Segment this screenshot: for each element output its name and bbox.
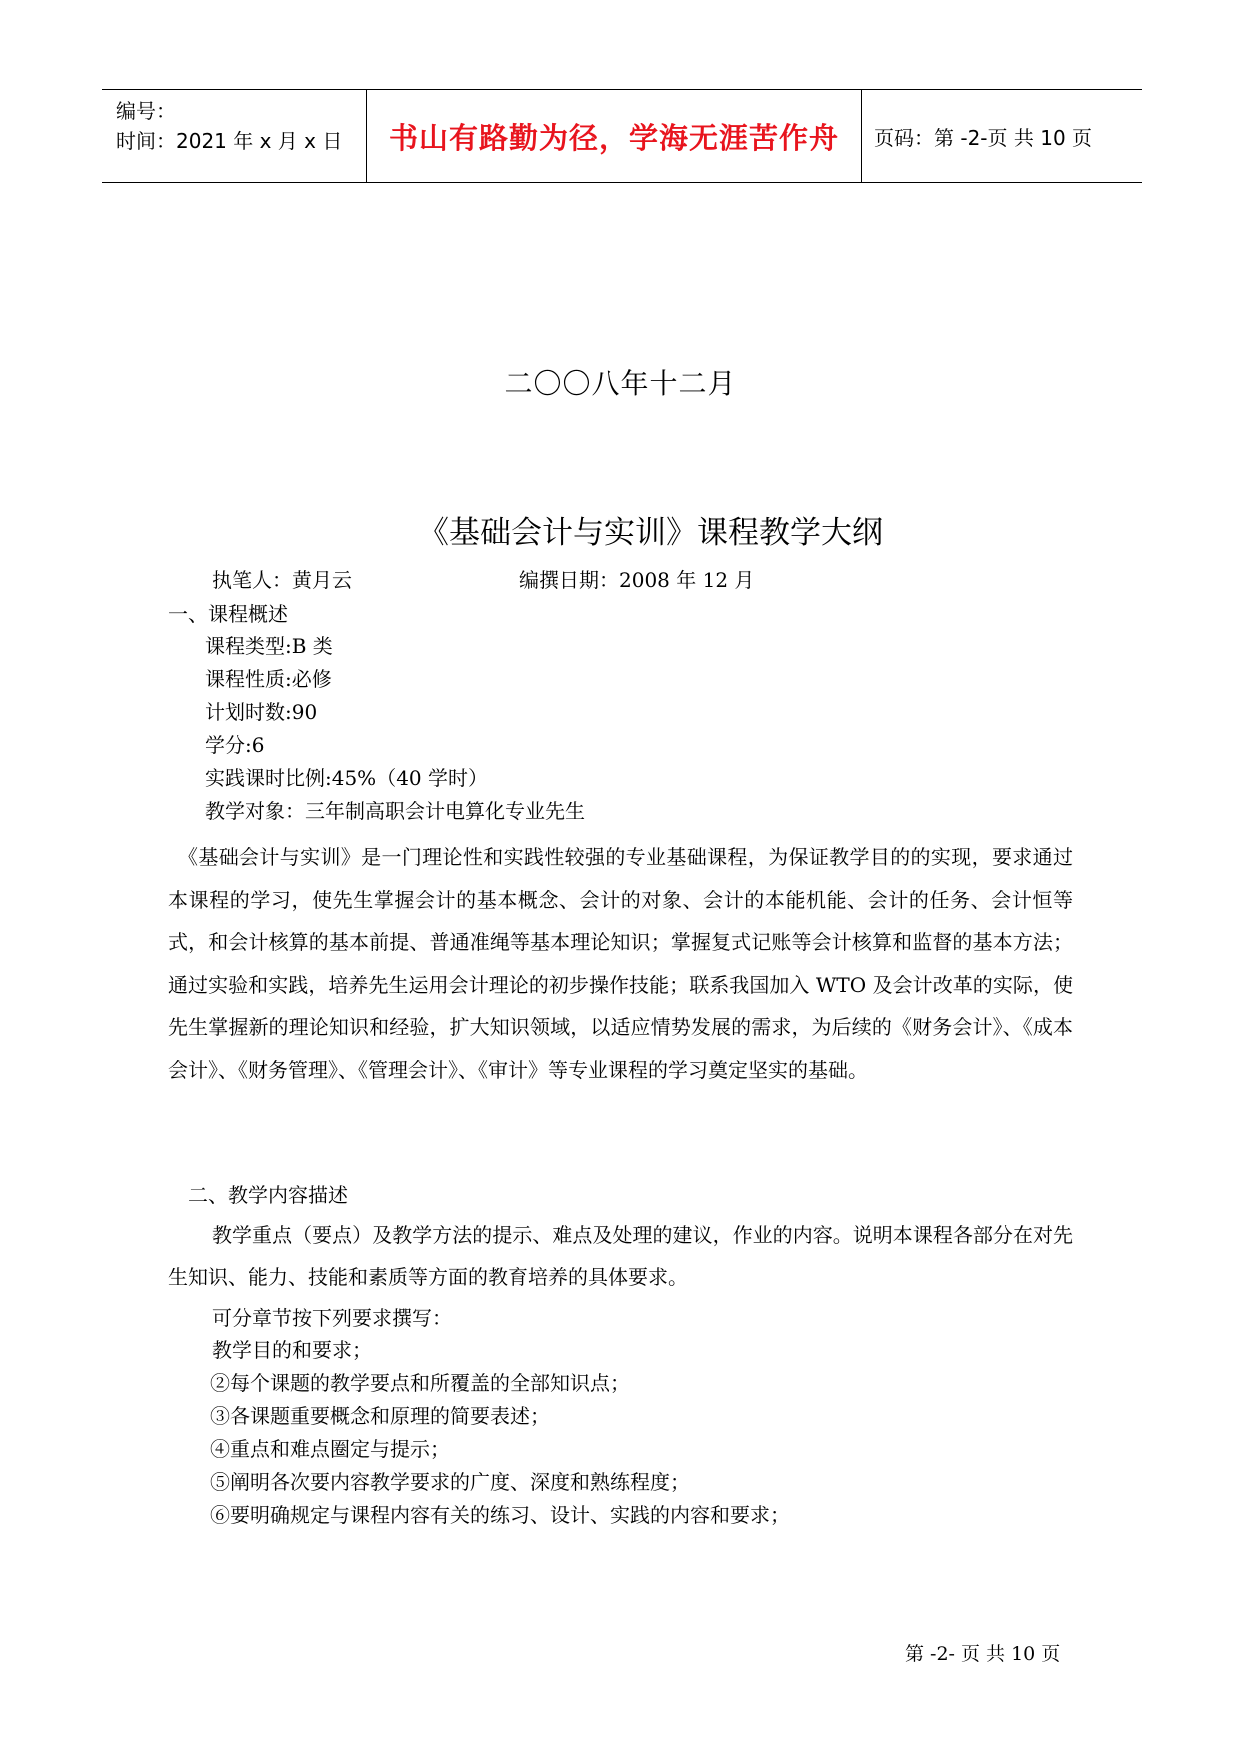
section1-heading: 一、课程概述 bbox=[168, 602, 288, 626]
section2-heading: 二、教学内容描述 bbox=[188, 1183, 348, 1207]
section1-paragraph: 《基础会计与实训》是一门理论性和实践性较强的专业基础课程，为保证教学目的的实现，要求通过本课程的学习，使先生掌握会计的基本概念、会计的对象、会计的本能机能、会计的任务、会计恒等式，和会计核算的基本前提、普通准绳等基本理论知识；掌握复式记账等会计核算和监督的基本方法；通过实验和实践，培养先生运用会计理论的初步操作技能；联系我国加入 WTO 及会计改革的实际，使先生掌握新的理论知识和经验，扩大知识领域，以适应情势发展的需求，为后续的《财务会计》、《成本会计》、《财务管理》、《管理会计》、《审计》等专业课程的学习奠定坚实的基础。 bbox=[168, 845, 1073, 1082]
header-page-code: 页码：第 -2-页 共 10 页 bbox=[874, 125, 1093, 150]
header-table bbox=[102, 89, 1142, 183]
requirement-item: ④重点和难点圈定与提示； bbox=[210, 1437, 450, 1461]
author-line: 执笔人：黄月云 bbox=[212, 568, 352, 592]
course-type: 课程类型:B 类 bbox=[205, 634, 333, 658]
section2-paragraph: 教学重点（要点）及教学方法的提示、难点及处理的建议，作业的内容。说明本课程各部分在对先生知识、能力、技能和素质等方面的教育培养的具体要求。 bbox=[168, 1223, 1073, 1289]
header-motto: 书山有路勤为径，学海无涯苦作舟 bbox=[367, 90, 862, 182]
page-footer: 第 -2- 页 共 10 页 bbox=[905, 1643, 1061, 1665]
requirement-item: ③各课题重要概念和原理的简要表述； bbox=[210, 1404, 550, 1428]
date-heading: 二〇〇八年十二月 bbox=[504, 367, 737, 400]
document-title: 《基础会计与实训》课程教学大纲 bbox=[418, 515, 883, 551]
header-left-cell bbox=[102, 90, 367, 182]
requirement-item: ②每个课题的教学要点和所覆盖的全部知识点； bbox=[210, 1371, 630, 1395]
teaching-target: 教学对象：三年制高职会计电算化专业先生 bbox=[205, 799, 585, 823]
requirement-item: 教学目的和要求； bbox=[212, 1338, 372, 1362]
requirement-item: ⑥要明确规定与课程内容有关的练习、设计、实践的内容和要求； bbox=[210, 1503, 790, 1527]
time-text: 时间：2021 年 x 月 x 日 bbox=[116, 129, 343, 153]
course-nature: 课程性质:必修 bbox=[205, 667, 332, 691]
requirement-item: ⑤阐明各次要内容教学要求的广度、深度和熟练程度； bbox=[210, 1470, 690, 1494]
section2-intro: 可分章节按下列要求撰写： bbox=[212, 1306, 452, 1330]
credits: 学分:6 bbox=[205, 733, 265, 757]
planned-hours: 计划时数:90 bbox=[205, 700, 318, 724]
compiled-date-line: 编撰日期：2008 年 12 月 bbox=[519, 568, 755, 592]
practice-ratio: 实践课时比例:45%（40 学时） bbox=[205, 766, 488, 790]
number-label: 编号： bbox=[116, 99, 176, 123]
